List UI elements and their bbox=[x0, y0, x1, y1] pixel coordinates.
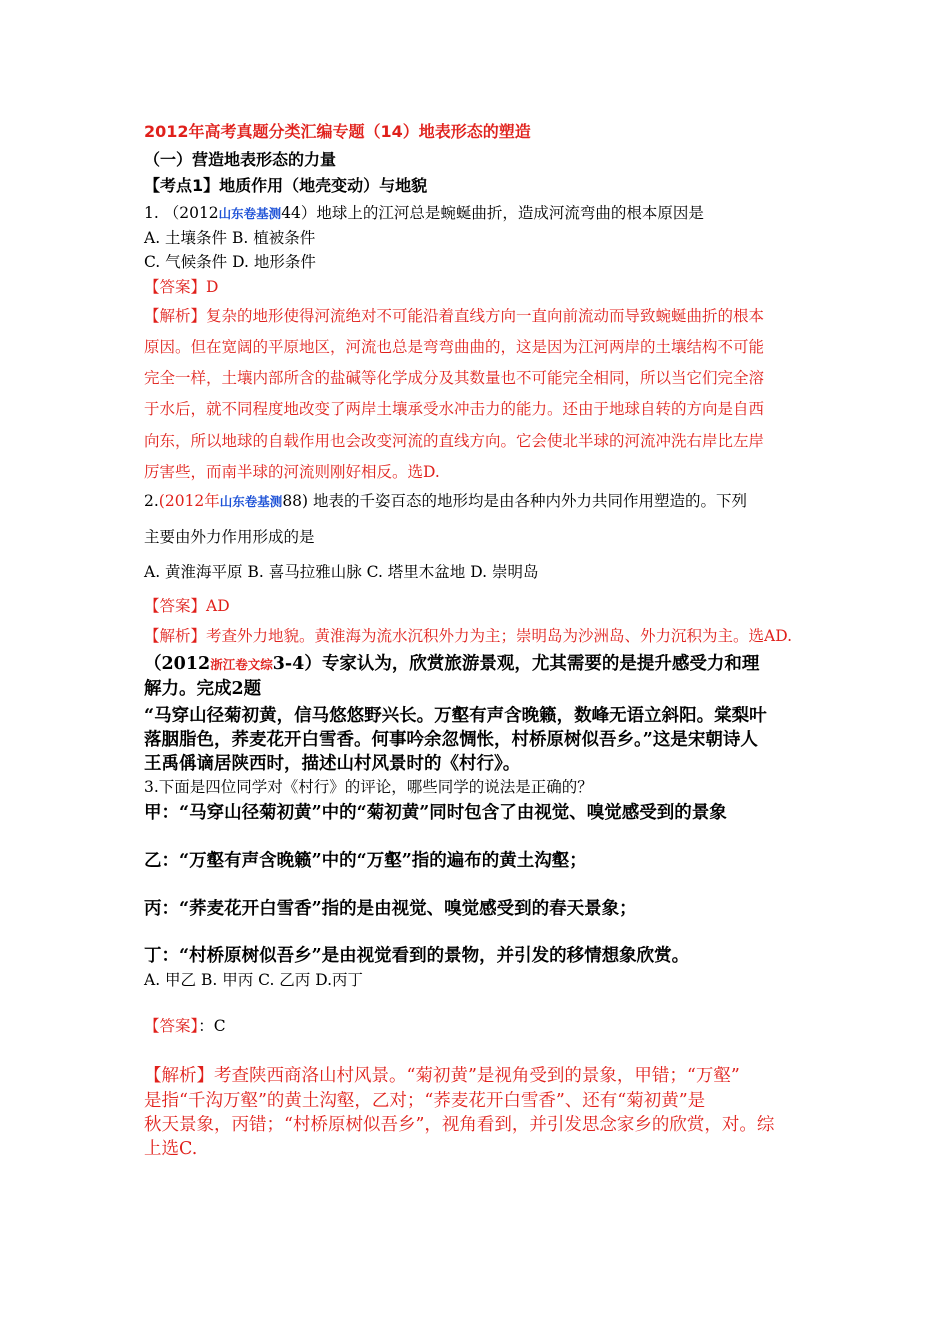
q1-analysis-line: 于水后，就不同程度地改变了两岸土壤承受水冲击力的能力。还由于地球自转的方向是自西 bbox=[144, 400, 765, 418]
q2-stem: 2.(2012年山东卷基测88) 地表的千姿百态的地形均是由各种内外力共同作用塑造的。下列 bbox=[144, 492, 748, 510]
q3-stem: 3.下面是四位同学对《村行》的评论，哪些同学的说法是正确的？ bbox=[144, 778, 593, 796]
q1-analysis-line: 厉害些，而南半球的河流则刚好相反。选D. bbox=[144, 463, 440, 481]
kaodian-heading: 【考点1】地质作用（地壳变动）与地貌 bbox=[144, 176, 428, 195]
q3-choices: A. 甲乙 B. 甲丙 C. 乙丙 D.丙丁 bbox=[144, 971, 364, 989]
q1-stem: 1. （2012山东卷基测44）地球上的江河总是蜿蜒曲折，造成河流弯曲的根本原因是 bbox=[144, 204, 704, 222]
q1-analysis-line: 【解析】复杂的地形使得河流绝对不可能沿着直线方向一直向前流动而导致蜿蜒曲折的根本 bbox=[144, 307, 765, 325]
poem-line: 王禹偁谪居陕西时，描述山村风景时的《村行》。 bbox=[144, 754, 521, 774]
poem-line: “马穿山径菊初黄，信马悠悠野兴长。万壑有声含晚籁，数峰无语立斜阳。棠梨叶 bbox=[144, 706, 767, 726]
q1-answer: 【答案】D bbox=[144, 278, 219, 296]
poem-line: 落胭脂色，荞麦花开白雪香。何事吟余忽惆怅，村桥原树似吾乡。”这是宋朝诗人 bbox=[144, 730, 758, 750]
q2-options: A. 黄淮海平原 B. 喜马拉雅山脉 C. 塔里木盆地 D. 崇明岛 bbox=[144, 563, 539, 581]
q1-analysis-line: 向东，所以地球的自载作用也会改变河流的直线方向。它会使北半球的河流冲洗右岸比左岸 bbox=[144, 432, 765, 450]
source-tag: 浙江卷文综 bbox=[210, 657, 273, 672]
q1-analysis-line: 原因。但在宽阔的平原地区，河流也总是弯弯曲曲的，这是因为江河两岸的土壤结构不可能 bbox=[144, 338, 765, 356]
passage-intro: （2012浙江卷文综3-4）专家认为，欣赏旅游景观，尤其需要的是提升感受力和理 bbox=[144, 654, 760, 674]
q3-analysis-line: 秋天景象，丙错；“村桥原树似吾乡”，视角看到，并引发思念家乡的欣赏，对。综 bbox=[144, 1115, 775, 1135]
section-heading: （一）营造地表形态的力量 bbox=[144, 150, 337, 169]
source-tag: 山东卷基测 bbox=[218, 206, 282, 221]
q2-answer: 【答案】AD bbox=[144, 597, 230, 615]
q3-analysis-line: 是指“千沟万壑”的黄土沟壑，乙对；“荞麦花开白雪香”、还有“菊初黄”是 bbox=[144, 1091, 706, 1111]
q2-analysis: 【解析】考查外力地貌。黄淮海为流水沉积外力为主；崇明岛为沙洲岛、外力沉积为主。选AD. bbox=[144, 627, 792, 645]
q1-options-ab: A. 土壤条件 B. 植被条件 bbox=[144, 229, 316, 247]
q3-analysis-line: 上选C. bbox=[144, 1139, 198, 1159]
source-tag: 山东卷基测 bbox=[219, 494, 283, 509]
document-title: 2012年高考真题分类汇编专题（14）地表形态的塑造 bbox=[144, 122, 531, 141]
q1-analysis-line: 完全一样，土壤内部所含的盐碱等化学成分及其数量也不可能完全相同，所以当它们完全溶 bbox=[144, 369, 765, 387]
q3-option-jia: 甲：“马穿山径菊初黄”中的“菊初黄”同时包含了由视觉、嗅觉感受到的景象 bbox=[144, 803, 727, 823]
passage-intro-line2: 解力。完成2题 bbox=[144, 679, 262, 699]
q3-analysis-line: 【解析】考查陕西商洛山村风景。“菊初黄”是视角受到的景象，甲错；“万壑” bbox=[144, 1066, 740, 1086]
q3-option-ding: 丁：“村桥原树似吾乡”是由视觉看到的景物，并引发的移情想象欣赏。 bbox=[144, 946, 690, 966]
q3-answer: 【答案】：C bbox=[144, 1017, 226, 1035]
q3-option-bing: 丙：“荞麦花开白雪香”指的是由视觉、嗅觉感受到的春天景象； bbox=[144, 899, 637, 919]
q1-options-cd: C. 气候条件 D. 地形条件 bbox=[144, 253, 316, 271]
q2-stem-line2: 主要由外力作用形成的是 bbox=[144, 528, 315, 546]
q3-option-yi: 乙：“万壑有声含晚籁”中的“万壑”指的遍布的黄土沟壑； bbox=[144, 851, 587, 871]
